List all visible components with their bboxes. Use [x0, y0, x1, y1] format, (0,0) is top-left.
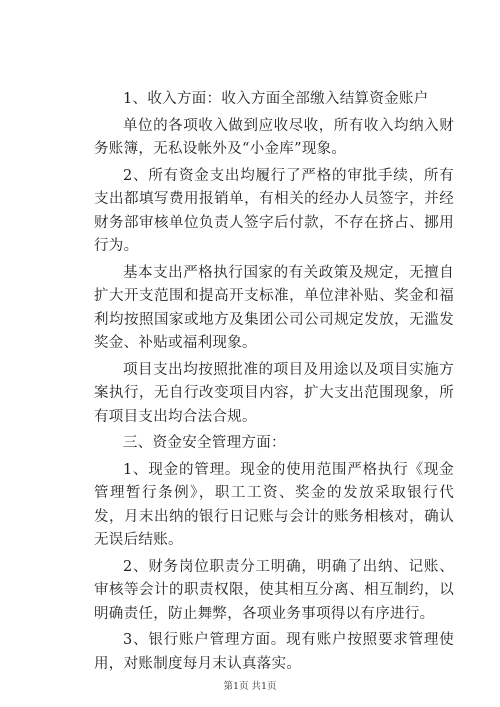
- paragraph-project-expenditure: 项目支出均按照批准的项目及用途以及项目实施方案执行，无自行改变项目内容，扩大支出范围现象，所有项目支出均合法合规。: [94, 361, 454, 425]
- paragraph-cash-management: 1、现金的管理。现金的使用范围严格执行《现金管理暂行条例》，职工工资、奖金的发放采取银行代发，月末出纳的银行日记账与会计的账务相核对，确认无误后结账。: [94, 461, 454, 548]
- document-body: [94, 88, 454, 676]
- paragraph-income-detail: 单位的各项收入做到应收尽收，所有收入均纳入财务账簿，无私设帐外及“小金库”现象。: [94, 117, 454, 157]
- page-number-footer: 第1页 共1页: [223, 681, 277, 692]
- paragraph-job-responsibility: 2、财务岗位职责分工明确，明确了出纳、记账、审核等会计的职责权限，使其相互分离、相互制约，以明确责任，防止舞弊，各项业务事项得以有序进行。: [94, 558, 454, 622]
- paragraph-fund-safety-heading: 三、资金安全管理方面：: [123, 435, 286, 451]
- paragraph-income-heading: 1、收入方面：收入方面全部缴入结算资金账户: [123, 91, 429, 107]
- paragraph-bank-account: 3、银行账户管理方面。现有账户按照要求管理使用，对账制度每月末认真落实。: [94, 632, 454, 672]
- paragraph-basic-expenditure: 基本支出严格执行国家的有关政策及规定，无擅自扩大开支范围和提高开支标准，单位津补贴、奖金和福利均按照国家或地方及集团公司公司规定发放，无滥发奖金、补贴或福利现象。: [94, 264, 454, 351]
- paragraph-expense-approval: 2、所有资金支出均履行了严格的审批手续，所有支出都填写费用报销单，有相关的经办人员签字，并经财务部审核单位负责人签字后付款，不存在挤占、挪用行为。: [94, 167, 454, 254]
